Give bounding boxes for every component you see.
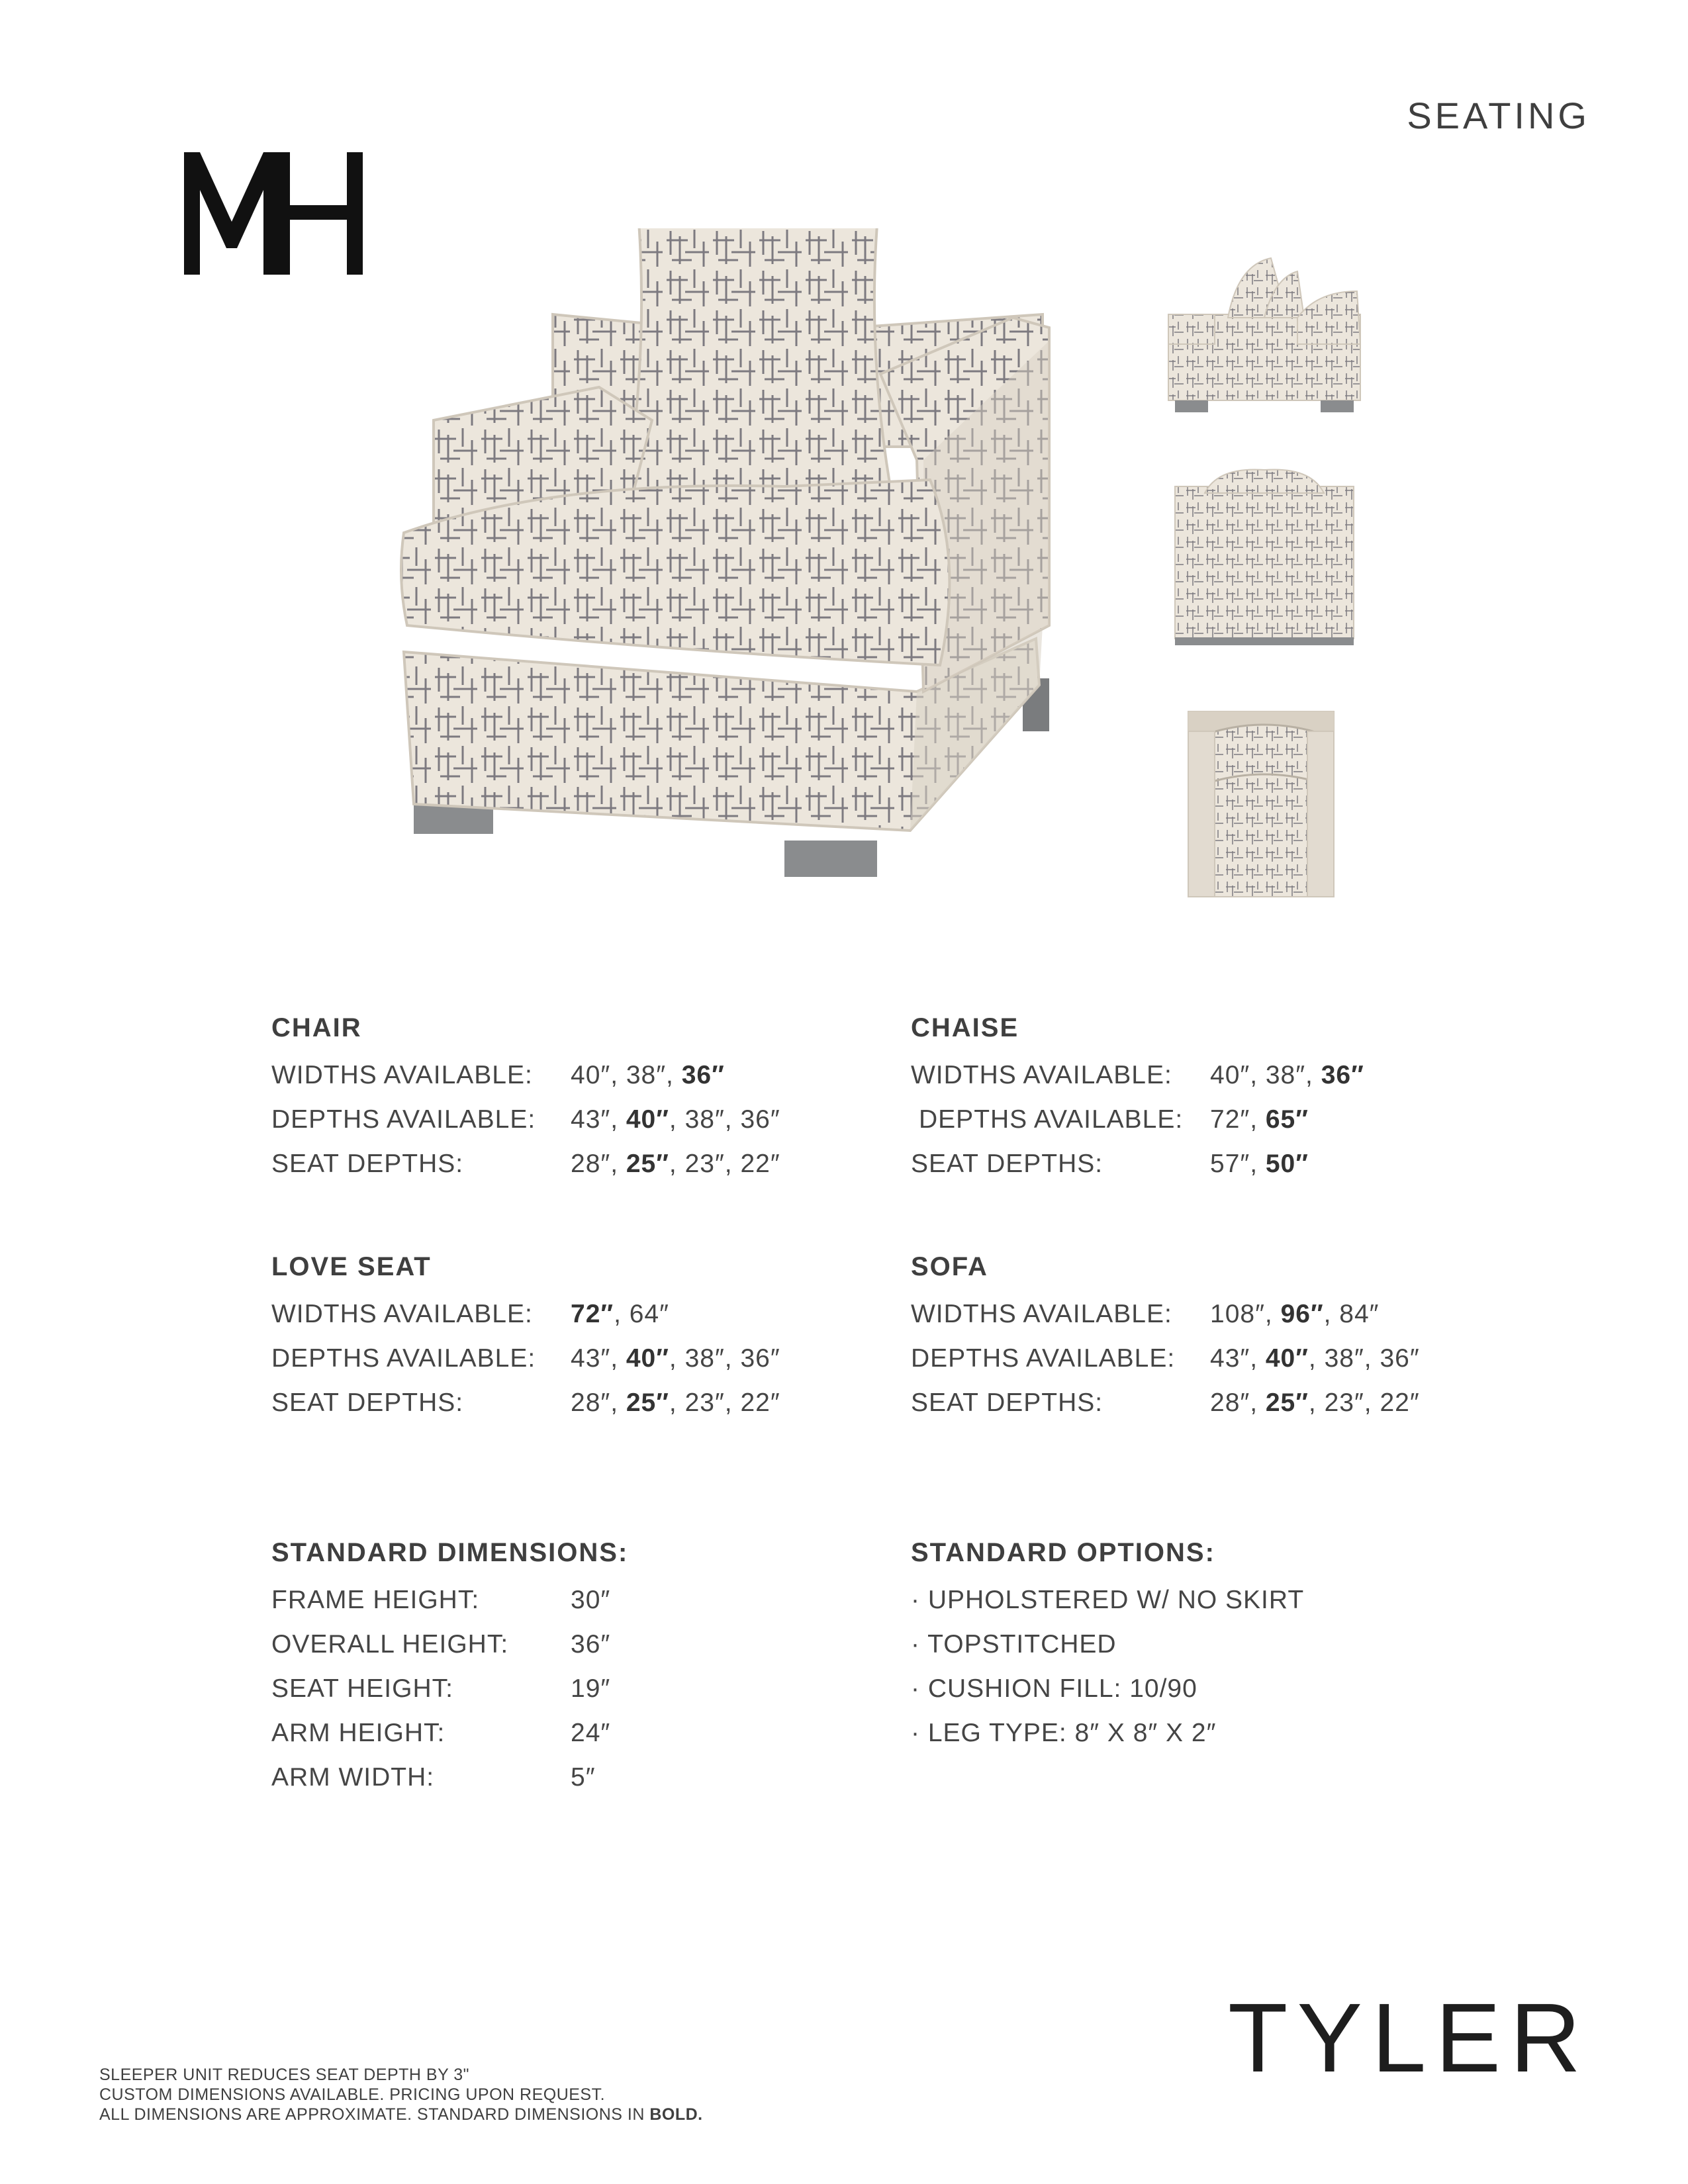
spec-label: SEAT DEPTHS:: [271, 1388, 464, 1417]
value-separator: ,: [610, 1388, 626, 1417]
footer-line: SLEEPER UNIT REDUCES SEAT DEPTH BY 3": [99, 2066, 470, 2084]
chaise-spec-block: [911, 1011, 1507, 1186]
spec-row: [911, 1381, 1507, 1425]
spec-row: [271, 1381, 867, 1425]
armchair-top-view-image: [1165, 708, 1364, 900]
spec-row: [911, 1336, 1507, 1381]
value: 84″: [1339, 1300, 1380, 1328]
value-separator: ,: [1308, 1388, 1325, 1417]
value: 23″: [684, 1150, 725, 1178]
spec-row: [271, 1097, 867, 1142]
value: 22″: [1380, 1388, 1420, 1417]
standard-value: 96″: [1280, 1300, 1324, 1328]
standard-value: 72″: [571, 1300, 614, 1328]
spec-values: [571, 1142, 780, 1186]
footer-line: CUSTOM DIMENSIONS AVAILABLE. PRICING UPON REQUEST.: [99, 2085, 606, 2104]
value-separator: ,: [1323, 1300, 1340, 1328]
option-item: [911, 1622, 1507, 1666]
value-separator: ,: [669, 1344, 685, 1373]
armchair-back-view-image: [1165, 467, 1364, 652]
value-separator: ,: [1250, 1344, 1266, 1373]
value: 36″: [740, 1344, 780, 1373]
value: 43″: [571, 1344, 611, 1373]
product-name: TYLER: [1227, 1983, 1590, 2093]
value-separator: ,: [669, 1388, 685, 1417]
value: 22″: [740, 1150, 780, 1178]
spec-row: [911, 1292, 1507, 1336]
spec-value: 19″: [571, 1674, 611, 1703]
spec-row: [271, 1755, 867, 1799]
spec-row: [271, 1142, 867, 1186]
spec-row: [271, 1336, 867, 1381]
spec-row: [911, 1053, 1507, 1097]
spec-row: [271, 1711, 867, 1755]
value-separator: ,: [1308, 1344, 1325, 1373]
spec-label: WIDTHS AVAILABLE:: [911, 1300, 1172, 1328]
value: 28″: [571, 1388, 611, 1417]
value-separator: ,: [1250, 1061, 1266, 1089]
value: 22″: [740, 1388, 780, 1417]
spec-values: [571, 1053, 725, 1097]
value: 28″: [1210, 1388, 1250, 1417]
spec-value: 36″: [571, 1630, 611, 1659]
spec-title: SOFA: [911, 1252, 988, 1281]
value: 108″: [1210, 1300, 1265, 1328]
standard-value: 40″: [626, 1105, 669, 1134]
value: 28″: [571, 1150, 611, 1178]
spec-label: WIDTHS AVAILABLE:: [271, 1061, 533, 1089]
value: 40″: [1210, 1061, 1250, 1089]
spec-value: 5″: [571, 1763, 596, 1792]
spec-values: [1210, 1292, 1379, 1336]
value-separator: ,: [724, 1388, 741, 1417]
footer-line-text: ALL DIMENSIONS ARE APPROXIMATE. STANDARD DIMENSIONS IN: [99, 2105, 650, 2124]
spec-row: [271, 1053, 867, 1097]
value-separator: ,: [724, 1344, 741, 1373]
standard-value: 36″: [681, 1061, 725, 1089]
spec-values: [571, 1381, 780, 1425]
option-item: [911, 1666, 1507, 1711]
value-separator: ,: [1264, 1300, 1281, 1328]
standard-value: 25″: [626, 1150, 669, 1178]
spec-label: SEAT DEPTHS:: [911, 1388, 1103, 1417]
spec-label: DEPTHS AVAILABLE:: [919, 1105, 1184, 1134]
value: 23″: [1324, 1388, 1364, 1417]
option-label: · LEG TYPE: 8″ X 8″ X 2″: [911, 1719, 1217, 1747]
mh-logo: [184, 149, 363, 275]
footer-notes: [99, 2065, 703, 2124]
option-label: · UPHOLSTERED W/ NO SKIRT: [911, 1586, 1305, 1614]
standard-value: 36″: [1321, 1061, 1364, 1089]
standard-value: 50″: [1265, 1150, 1309, 1178]
value: 72″: [1210, 1105, 1250, 1134]
value-separator: ,: [1250, 1388, 1266, 1417]
value: 57″: [1210, 1150, 1250, 1178]
value-separator: ,: [610, 1061, 626, 1089]
chair-spec-block: [271, 1011, 867, 1186]
value: 43″: [1210, 1344, 1250, 1373]
spec-label: SEAT DEPTHS:: [271, 1150, 464, 1178]
spec-title: STANDARD DIMENSIONS:: [271, 1538, 629, 1567]
spec-values: [571, 1097, 780, 1142]
value-separator: ,: [610, 1150, 626, 1178]
footer-bold-text: BOLD.: [649, 2105, 703, 2124]
value: 36″: [740, 1105, 780, 1134]
value: 36″: [1380, 1344, 1420, 1373]
spec-row: [911, 1142, 1507, 1186]
standard-value: 25″: [1265, 1388, 1309, 1417]
value-separator: ,: [666, 1061, 682, 1089]
spec-values: [571, 1336, 780, 1381]
standard-dimensions-block: [271, 1535, 867, 1799]
spec-values: [571, 1292, 669, 1336]
value-separator: ,: [1364, 1388, 1380, 1417]
spec-label: SEAT HEIGHT:: [271, 1674, 453, 1703]
sofa-spec-block: [911, 1250, 1507, 1425]
value-separator: ,: [1250, 1150, 1266, 1178]
spec-values: [1210, 1336, 1420, 1381]
standard-value: 25″: [626, 1388, 669, 1417]
spec-values: [1210, 1381, 1420, 1425]
value: 38″: [684, 1105, 725, 1134]
spec-label: DEPTHS AVAILABLE:: [271, 1344, 536, 1373]
standard-value: 40″: [626, 1344, 669, 1373]
armchair-image: [387, 228, 1079, 913]
spec-title: CHAISE: [911, 1013, 1019, 1042]
spec-row: [911, 1097, 1507, 1142]
spec-label: SEAT DEPTHS:: [911, 1150, 1103, 1178]
spec-value: 24″: [571, 1719, 611, 1747]
value-separator: ,: [724, 1150, 741, 1178]
value-separator: ,: [1250, 1105, 1266, 1134]
spec-label: OVERALL HEIGHT:: [271, 1630, 509, 1659]
spec-label: ARM WIDTH:: [271, 1763, 435, 1792]
value: 64″: [629, 1300, 669, 1328]
spec-label: FRAME HEIGHT:: [271, 1586, 480, 1614]
value: 40″: [571, 1061, 611, 1089]
value: 38″: [1265, 1061, 1306, 1089]
spec-label: ARM HEIGHT:: [271, 1719, 445, 1747]
spec-label: DEPTHS AVAILABLE:: [271, 1105, 536, 1134]
spec-value: 30″: [571, 1586, 611, 1614]
spec-title: LOVE SEAT: [271, 1252, 432, 1281]
value-separator: ,: [610, 1344, 626, 1373]
value: 38″: [626, 1061, 667, 1089]
value-separator: ,: [1305, 1061, 1321, 1089]
footer-line: [99, 2105, 703, 2124]
option-item: [911, 1711, 1507, 1755]
spec-row: [271, 1292, 867, 1336]
standard-value: 40″: [1265, 1344, 1309, 1373]
spec-values: [1210, 1097, 1309, 1142]
spec-row: [271, 1666, 867, 1711]
value: 38″: [684, 1344, 725, 1373]
standard-options-block: [911, 1535, 1507, 1755]
spec-title: CHAIR: [271, 1013, 362, 1042]
value-separator: ,: [610, 1105, 626, 1134]
spec-row: [271, 1578, 867, 1622]
value: 38″: [1324, 1344, 1364, 1373]
value-separator: ,: [1364, 1344, 1380, 1373]
value: 23″: [684, 1388, 725, 1417]
spec-title: STANDARD OPTIONS:: [911, 1538, 1215, 1567]
spec-label: WIDTHS AVAILABLE:: [271, 1300, 533, 1328]
value-separator: ,: [724, 1105, 741, 1134]
option-label: · TOPSTITCHED: [911, 1630, 1117, 1659]
armchair-side-view-image: [1165, 251, 1364, 417]
spec-row: [271, 1622, 867, 1666]
value: 43″: [571, 1105, 611, 1134]
value-separator: ,: [669, 1105, 685, 1134]
spec-label: WIDTHS AVAILABLE:: [911, 1061, 1172, 1089]
category-heading: SEATING: [1407, 95, 1590, 136]
option-item: [911, 1578, 1507, 1622]
spec-label: DEPTHS AVAILABLE:: [911, 1344, 1176, 1373]
value-separator: ,: [614, 1300, 630, 1328]
spec-values: [1210, 1053, 1364, 1097]
standard-value: 65″: [1265, 1105, 1309, 1134]
option-label: · CUSHION FILL: 10/90: [911, 1674, 1197, 1703]
value-separator: ,: [669, 1150, 685, 1178]
spec-values: [1210, 1142, 1309, 1186]
love-seat-spec-block: [271, 1250, 867, 1425]
